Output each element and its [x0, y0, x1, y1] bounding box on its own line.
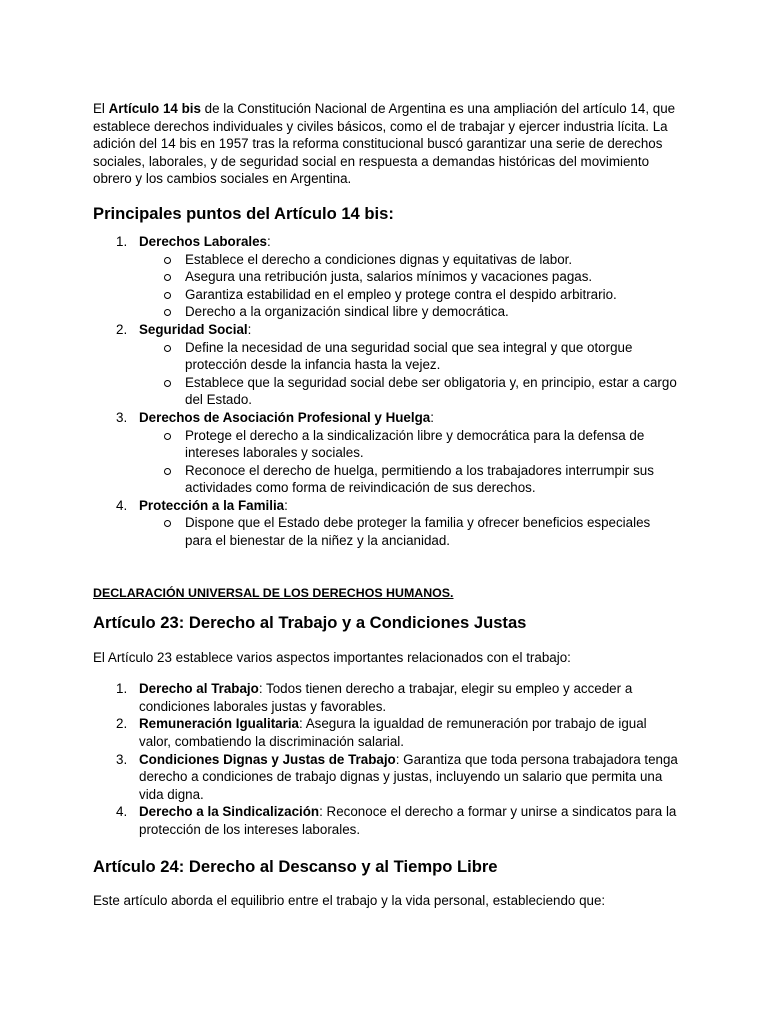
list-item	[93, 321, 678, 409]
list-number: 3.	[116, 751, 128, 767]
list-item-title: Protección a la Familia	[139, 497, 285, 513]
sub-list-item: Asegura una retribución justa, salarios mínimos y vacaciones pagas.	[93, 268, 678, 286]
sub-list-item: Define la necesidad de una seguridad social que sea integral y que otorgue protección desde la infancia hasta la vejez.	[93, 339, 678, 374]
section-heading-puntos: Principales puntos del Artículo 14 bis:	[93, 203, 394, 223]
list-item-text: : Todos tienen derecho a trabajar, elegir su empleo y acceder a condiciones laborales justas y favorables.	[139, 681, 633, 714]
list-item	[93, 803, 678, 838]
list-item-title: Condiciones Dignas y Justas de Trabajo	[139, 751, 396, 767]
sub-list-item: Garantiza estabilidad en el empleo y protege contra el despido arbitrario.	[93, 286, 678, 304]
sub-list-item: Derecho a la organización sindical libre y democrática.	[93, 303, 678, 321]
list-item-title: Derechos Laborales	[139, 233, 268, 249]
list-item-title: Seguridad Social	[139, 321, 248, 337]
list-item-title: Remuneración Igualitaria	[139, 716, 299, 732]
art23-intro: El Artículo 23 establece varios aspectos importantes relacionados con el trabajo:	[93, 649, 571, 665]
list-number: 1.	[116, 681, 128, 697]
sub-list	[139, 427, 678, 497]
intro-pre: El	[93, 101, 109, 116]
sub-list-item: Dispone que el Estado debe proteger la familia y ofrecer beneficios especiales para el bienestar de la niñez y la ancianidad.	[93, 514, 678, 549]
section-heading-art23: Artículo 23: Derecho al Trabajo y a Condiciones Justas	[93, 612, 527, 632]
sub-list-item: Establece el derecho a condiciones dignas y equitativas de labor.	[93, 251, 678, 269]
list-item-title: Derecho al Trabajo	[139, 681, 259, 697]
list-item-suffix: :	[247, 321, 252, 337]
sub-list	[139, 514, 678, 549]
intro-bold: Artículo 14 bis	[108, 101, 201, 116]
list-item	[93, 751, 678, 804]
list-item	[93, 233, 678, 321]
list-number: 3.	[116, 409, 128, 425]
list-number: 4.	[116, 804, 128, 820]
document-body	[93, 100, 678, 909]
sub-list-item: Establece que la seguridad social debe ser obligatoria y, en principio, estar a cargo del Estado.	[93, 374, 678, 409]
list-item	[93, 715, 678, 750]
list-item	[93, 497, 678, 550]
list-item-title: Derechos de Asociación Profesional y Huelga	[139, 409, 431, 425]
art23-list	[93, 680, 678, 838]
udhr-title: DECLARACIÓN UNIVERSAL DE LOS DERECHOS HUMANOS.	[93, 585, 454, 600]
list-number: 2.	[116, 716, 128, 732]
list-item-suffix: :	[430, 409, 434, 425]
section-heading-art24: Artículo 24: Derecho al Descanso y al Tiempo Libre	[93, 856, 498, 876]
sub-list-item: Protege el derecho a la sindicalización libre y democrática para la defensa de intereses laborales y sociales.	[93, 427, 678, 462]
list-item-suffix: :	[284, 497, 288, 513]
list-number: 1.	[116, 233, 128, 249]
sub-list	[139, 339, 678, 409]
sub-list-item: Reconoce el derecho de huelga, permitiendo a los trabajadores interrumpir sus actividades como forma de reivindicación de sus derechos.	[93, 462, 678, 497]
list-item-text: : Asegura la igualdad de remuneración por trabajo de igual valor, combatiendo la discriminación salarial.	[139, 716, 647, 750]
list-item	[93, 680, 678, 715]
list-item-suffix: :	[267, 233, 271, 249]
list-item	[93, 409, 678, 497]
intro-post: de la Constitución Nacional de Argentina es una ampliación del artículo 14, que establece derechos individuales y civiles básicos, como el de trabajar y ejercer industria lícita. La adición del 14 bis en 1957 tras la reforma constitucional buscó garantizar una serie de derechos sociales, laborales, y de seguridad social en respuesta a demandas históricas del movimiento obrero y los cambios sociales en Argentina.	[93, 101, 676, 187]
list-item-text: : Garantiza que toda persona trabajadora tenga derecho a condiciones de trabajo dignas y justas, incluyendo un salario que permita una vida digna.	[139, 751, 678, 802]
art24-intro: Este artículo aborda el equilibrio entre el trabajo y la vida personal, estableciendo que:	[93, 892, 606, 908]
intro-paragraph	[93, 100, 678, 188]
puntos-list	[93, 233, 678, 550]
list-number: 4.	[116, 497, 128, 513]
list-item-title: Derecho a la Sindicalización	[139, 804, 320, 820]
list-item-text: : Reconoce el derecho a formar y unirse a sindicatos para la protección de los intereses laborales.	[139, 804, 677, 837]
sub-list	[139, 251, 678, 321]
list-number: 2.	[116, 321, 128, 337]
